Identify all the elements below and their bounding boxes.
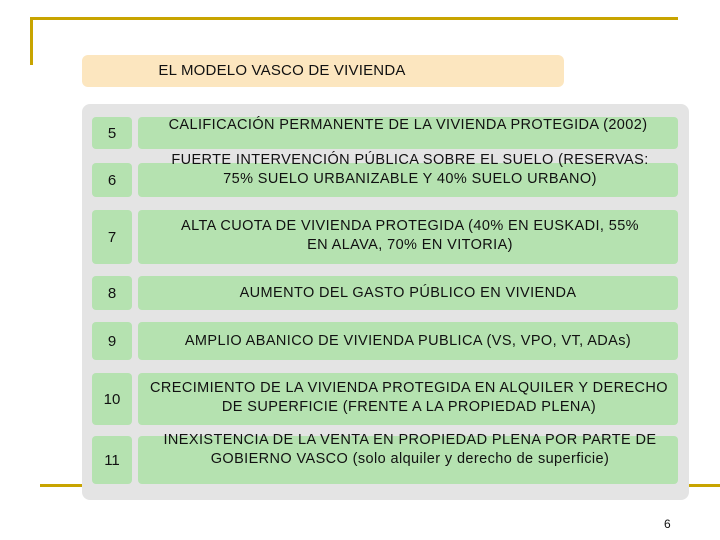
row-number-6: 6 — [92, 163, 132, 197]
row-text-6: FUERTE INTERVENCIÓN PÚBLICA SOBRE EL SUELO (RESERVAS: 75% SUELO URBANIZABLE Y 40% SUELO URBANO) — [171, 152, 649, 187]
row-text-11: INEXISTENCIA DE LA VENTA EN PROPIEDAD PLENA POR PARTE DE GOBIERNO VASCO (solo alquiler y derecho de superficie) — [163, 432, 657, 467]
row-number-8: 8 — [92, 276, 132, 310]
row-number-10: 10 — [92, 373, 132, 425]
slide-title: EL MODELO VASCO DE VIVIENDA — [158, 62, 406, 79]
frame-left-line — [30, 17, 33, 65]
row-number-11: 11 — [92, 436, 132, 484]
row-text-10: CRECIMIENTO DE LA VIVIENDA PROTEGIDA EN ALQUILER Y DERECHO DE SUPERFICIE (FRENTE A LA PROPIEDAD PLENA) — [150, 380, 668, 415]
frame-top-line — [30, 17, 678, 20]
row-number-5: 5 — [92, 117, 132, 149]
row-text-7: ALTA CUOTA DE VIVIENDA PROTEGIDA (40% EN EUSKADI, 55% EN ALAVA, 70% EN VITORIA) — [181, 218, 639, 253]
row-text-9: AMPLIO ABANICO DE VIVIENDA PUBLICA (VS, VPO, VT, ADAs) — [184, 333, 632, 349]
row-number-7: 7 — [92, 210, 132, 264]
row-text-8: AUMENTO DEL GASTO PÚBLICO EN VIVIENDA — [239, 285, 577, 301]
page-number: 6 — [664, 517, 671, 531]
row-number-9: 9 — [92, 322, 132, 360]
row-text-5: CALIFICACIÓN PERMANENTE DE LA VIVIENDA PROTEGIDA (2002) — [168, 117, 648, 133]
